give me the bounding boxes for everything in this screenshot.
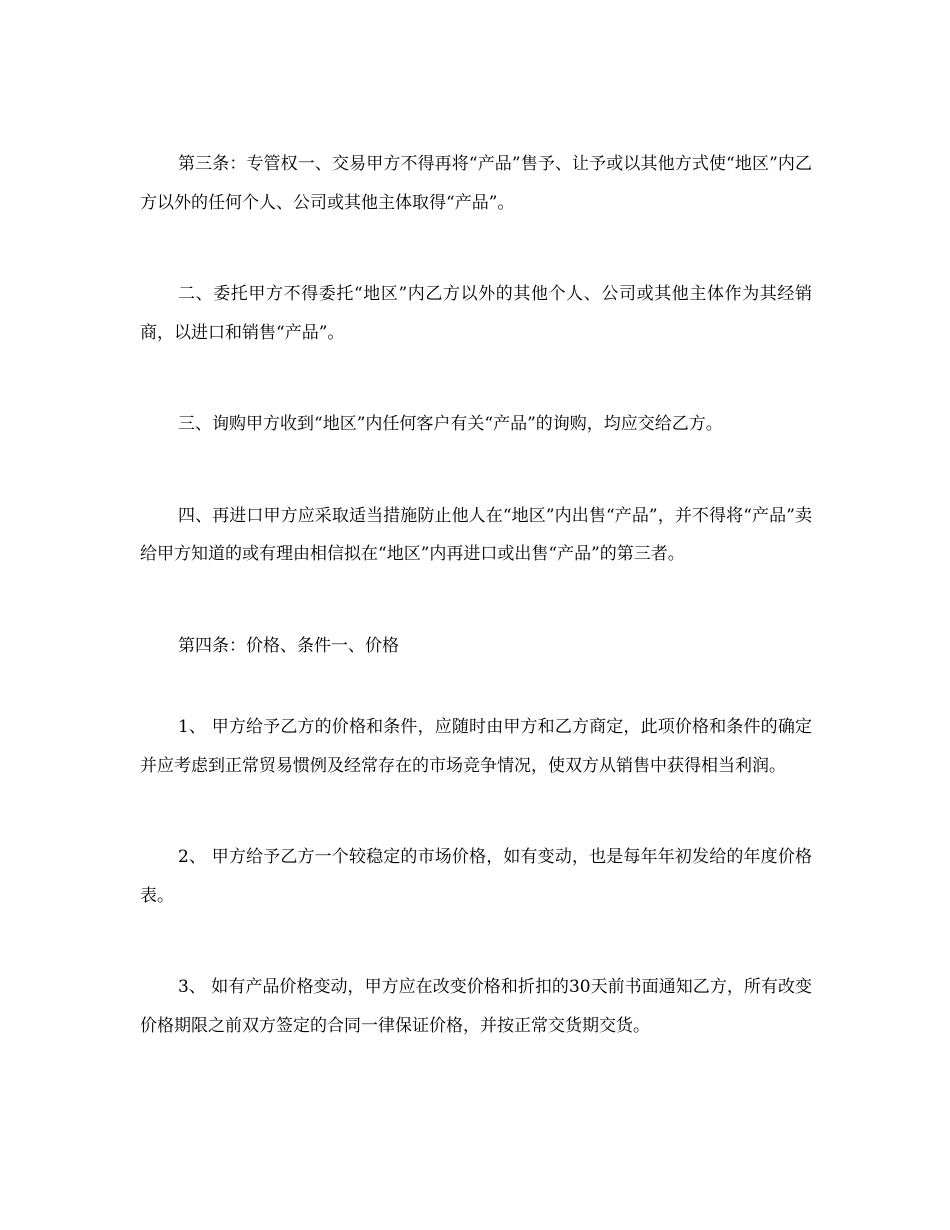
- paragraph-reimport: 四、再进口甲方应采取适当措施防止他人在“地区”内出售“产品”，并不得将“产品”卖给甲方知道的或有理由相信拟在“地区”内再进口或出售“产品”的第三者。: [140, 505, 812, 564]
- document-page: [140, 145, 812, 1098]
- paragraph-inquiry: 三、询购甲方收到“地区”内任何客户有关“产品”的询购，均应交给乙方。: [178, 414, 723, 434]
- paragraph-price-2: 2、 甲方给予乙方一个较稳定的市场价格，如有变动，也是每年年初发给的年度价格表。: [140, 847, 812, 906]
- paragraph-price-3: 3、 如有产品价格变动，甲方应在改变价格和折扣的30天前书面通知乙方，所有改变价格期限之前双方签定的合同一律保证价格，并按正常交货期交货。: [140, 977, 812, 1036]
- paragraph-price-1: 1、 甲方给予乙方的价格和条件，应随时由甲方和乙方商定，此项价格和条件的确定并应考虑到正常贸易惯例及经常存在的市场竞争情况，使双方从销售中获得相当利润。: [140, 717, 812, 776]
- paragraph-article-4-heading: 第四条：价格、条件一、价格: [178, 635, 399, 656]
- paragraph-article-3: 第三条：专管权一、交易甲方不得再将“产品”售予、让予或以其他方式使“地区”内乙方以外的任何个人、公司或其他主体取得“产品”。: [140, 154, 812, 213]
- paragraph-entrustment: 二、委托甲方不得委托“地区”内乙方以外的其他个人、公司或其他主体作为其经销商，以进口和销售“产品”。: [140, 284, 812, 343]
